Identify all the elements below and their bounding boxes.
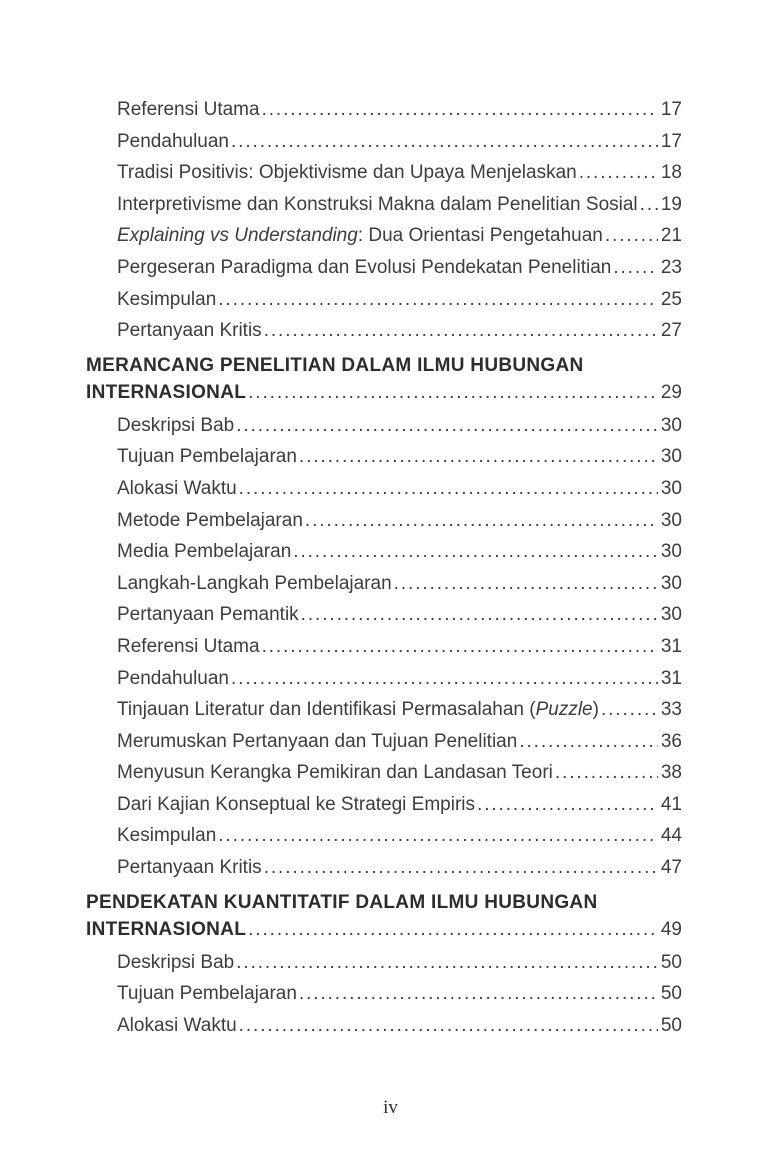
toc-entry-label-text: Metode Pembelajaran [117,509,303,531]
toc-entry-label [117,1010,237,1042]
toc-entry [86,536,682,568]
toc-entry-page: 30 [660,572,682,594]
dot-leader [262,94,658,126]
toc-entry-label [117,852,262,884]
toc-entry [86,189,682,221]
toc-entry-page: 30 [660,604,682,626]
dot-leader [613,252,658,284]
toc-entry-label-text: Alokasi Waktu [117,477,237,499]
dot-leader [601,694,658,726]
toc-entry-page: 30 [660,509,682,531]
dot-leader [519,726,658,758]
toc-entry-label [117,284,216,316]
dot-leader [231,663,658,695]
page-number: iv [383,1097,398,1118]
dot-leader [239,1010,658,1042]
toc-entry-page: 21 [660,225,682,247]
dot-leader [236,410,658,442]
toc-entry-page: 23 [660,256,682,278]
dot-leader [394,568,658,600]
toc-entry-page: 38 [660,762,682,784]
dot-leader [236,947,658,979]
toc-entry-label [117,189,638,221]
chapter-heading-line [86,916,682,943]
dot-leader [264,315,658,347]
toc-entry [86,505,682,537]
toc-entry-label-text: Pergeseran Paradigma dan Evolusi Pendekatan Penelitian [117,256,612,278]
toc-entry [86,252,682,284]
toc-entry-label-text: Pertanyaan Kritis [117,320,262,342]
dot-leader [305,505,658,537]
toc-entry [86,284,682,316]
toc-entry-page: 50 [660,1014,682,1036]
toc-entry-label [117,252,611,284]
dot-leader [248,379,658,406]
toc-entry [86,663,682,695]
chapter-heading-text: PENDEKATAN KUANTITATIF DALAM ILMU HUBUNGAN [86,891,598,913]
toc-entry-label-text: ) [592,699,599,721]
toc-entry-page: 30 [660,414,682,436]
toc-entry-label [117,631,260,663]
toc-entry-label-text: Tinjauan Literatur dan Identifikasi Permasalahan ( [117,699,536,721]
toc-entry-label-text: Interpretivisme dan Konstruksi Makna dalam Penelitian Sosial [117,193,638,215]
toc-entry-label-text: Tujuan Pembelajaran [117,983,297,1005]
dot-leader [264,852,658,884]
toc-entry [86,126,682,158]
dot-leader [218,284,658,316]
dot-leader [301,599,658,631]
toc-entry-label [117,441,297,473]
toc-entry [86,852,682,884]
dot-leader [262,631,658,663]
toc-entry-page: 31 [660,667,682,689]
toc-entry-label-text: : Dua Orientasi Pengetahuan [357,225,603,247]
toc-entry [86,789,682,821]
toc-entry [86,568,682,600]
toc-entry-label [117,820,216,852]
toc-entry-label [117,568,392,600]
toc-entry-label [117,789,475,821]
toc-entry-label-text: Dari Kajian Konseptual ke Strategi Empiris [117,793,476,815]
toc-entry-page: 31 [660,635,682,657]
toc-entry [86,599,682,631]
toc-entry [86,820,682,852]
toc-entry-label [117,220,603,252]
toc-entry-page: 50 [660,983,682,1005]
toc-entry-page: 30 [660,541,682,563]
dot-leader [231,126,658,158]
toc-entry-page: 19 [660,193,682,215]
toc-entry-page: 33 [660,699,682,721]
toc-entry [86,947,682,979]
page-footer [0,1097,781,1119]
dot-leader [477,789,658,821]
toc-entry [86,1010,682,1042]
toc-entry-label-text: Langkah-Langkah Pembelajaran [117,572,392,594]
toc-entry-label-text: Tujuan Pembelajaran [117,446,297,468]
toc-entry-label-text: Tradisi Positivis: Objektivisme dan Upaya Menjelaskan [117,162,577,184]
toc-entry-label [117,157,577,189]
chapter-heading [86,889,682,943]
toc-entry-label-text: Merumuskan Pertanyaan dan Tujuan Penelitian [117,730,518,752]
chapter-heading [86,352,682,406]
toc-entry-page: 25 [660,288,682,310]
toc-entry-label-text: Deskripsi Bab [117,951,235,973]
toc-entry-label [117,599,299,631]
toc-entry-label [117,536,291,568]
toc-entry-label [117,663,229,695]
toc-entry-page: 44 [660,825,682,847]
dot-leader [293,536,658,568]
toc-entry [86,157,682,189]
toc-entry-label [117,726,517,758]
toc-entry-page: 27 [660,320,682,342]
toc-entry-label [117,694,599,726]
toc-entry [86,473,682,505]
toc-entry-label-text: Kesimpulan [117,825,217,847]
toc-entry-label [117,315,262,347]
toc-entry-label-text: Kesimpulan [117,288,217,310]
chapter-heading-line [86,379,682,406]
toc-entry [86,315,682,347]
toc-entry-label-italic: Puzzle [535,699,593,721]
toc-entry-label [117,978,297,1010]
dot-leader [299,978,658,1010]
toc-entry-label-text: Alokasi Waktu [117,1014,237,1036]
toc-entry-page: 47 [660,857,682,879]
toc-entry-page: 17 [660,130,682,152]
dot-leader [640,189,658,221]
toc-entry-label-text: Media Pembelajaran [117,541,292,563]
toc-entry-page: 17 [660,99,682,120]
toc-entry-label-text: Pertanyaan Kritis [117,857,262,879]
toc-entry-page: 30 [660,446,682,468]
dot-leader [218,820,658,852]
toc-entry [86,220,682,252]
chapter-heading-text: MERANCANG PENELITIAN DALAM ILMU HUBUNGAN [86,354,584,376]
toc-entry-label-text: Pendahuluan [117,667,229,689]
toc-entry-label [117,505,303,537]
chapter-heading-text: INTERNASIONAL [86,381,247,403]
toc-entry [86,726,682,758]
chapter-page-number: 49 [660,918,682,940]
toc-entry-page: 50 [660,951,682,973]
toc-entry-label-text: Referensi Utama [117,635,260,657]
chapter-heading-line [86,352,682,379]
table-of-contents [86,94,682,1041]
toc-entry [86,757,682,789]
toc-entry-label-text: Pertanyaan Pemantik [117,604,299,626]
dot-leader [248,916,658,943]
toc-entry [86,94,682,126]
dot-leader [299,441,658,473]
toc-entry-label-text: Deskripsi Bab [117,414,235,436]
chapter-page-number: 29 [660,381,682,403]
dot-leader [605,220,658,252]
dot-leader [239,473,658,505]
toc-entry [86,631,682,663]
toc-entry-label [117,757,553,789]
chapter-heading-text: INTERNASIONAL [86,918,247,940]
dot-leader [579,157,658,189]
chapter-heading-line [86,889,682,916]
toc-entry [86,978,682,1010]
toc-entry-page: 36 [660,730,682,752]
toc-entry-label-text: Referensi Utama [117,99,260,120]
toc-entry [86,410,682,442]
toc-entry [86,694,682,726]
toc-entry-label [117,473,237,505]
toc-entry-page: 18 [660,162,682,184]
toc-entry-page: 30 [660,477,682,499]
toc-entry [86,441,682,473]
toc-entry-label-italic: Explaining vs Understanding [117,225,358,247]
toc-entry-label-text: Menyusun Kerangka Pemikiran dan Landasan Teori [117,762,553,784]
toc-entry-page: 41 [660,793,682,815]
dot-leader [555,757,658,789]
toc-entry-label [117,410,234,442]
toc-entry-label [117,947,234,979]
toc-entry-label-text: Pendahuluan [117,130,229,152]
toc-entry-label [117,126,229,158]
toc-entry-label [117,94,260,126]
